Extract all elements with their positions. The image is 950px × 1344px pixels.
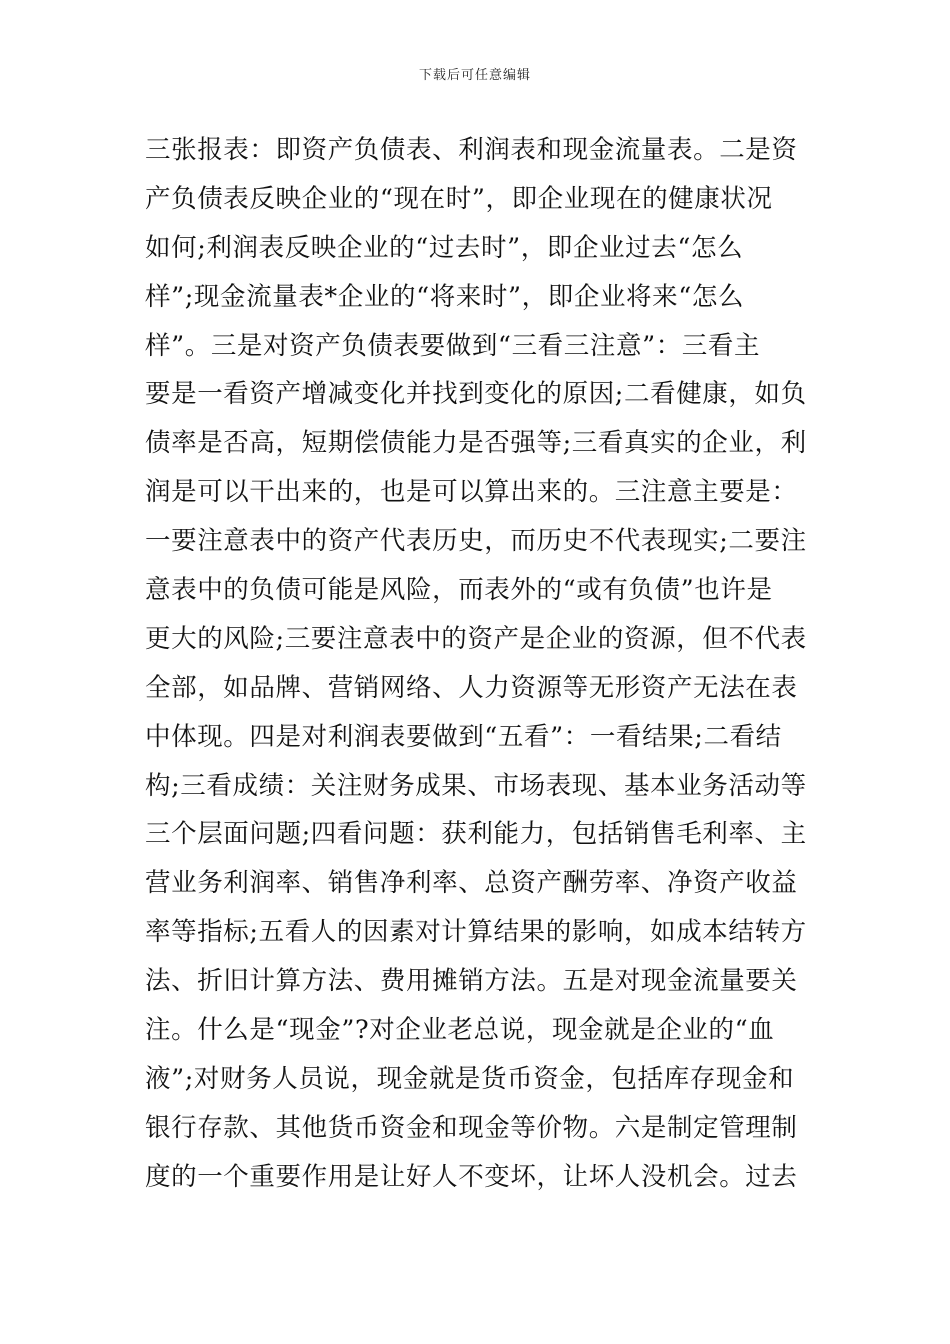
text-line: 率等指标;五看人的因素对计算结果的影响，如成本结转方 — [145, 917, 807, 948]
text-line: 全部，如品牌、营销网络、人力资源等无形资产无法在表 — [145, 672, 798, 703]
text-line: 样”;现金流量表*企业的“将来时”，即企业将来“怎么 — [145, 281, 745, 312]
text-line: 银行存款、其他货币资金和现金等价物。六是制定管理制 — [145, 1112, 798, 1143]
page-header: 下载后可任意编辑 — [418, 68, 531, 83]
text-line: 注。什么是“现金”?对企业老总说，现金就是企业的“血 — [145, 1015, 775, 1046]
text-line: 更大的风险;三要注意表中的资产是企业的资源，但不代表 — [145, 623, 807, 654]
text-line: 液”;对财务人员说，现金就是货币资金，包括库存现金和 — [145, 1063, 795, 1094]
body-text — [145, 126, 815, 1202]
text-line: 要是一看资产增减变化并找到变化的原因;二看健康，如负 — [145, 379, 807, 410]
text-line: 三张报表：即资产负债表、利润表和现金流量表。二是资 — [145, 135, 798, 165]
text-line: 度的一个重要作用是让好人不变坏，让坏人没机会。过去 — [145, 1161, 798, 1192]
text-line: 产负债表反映企业的“现在时”，即企业现在的健康状况 — [145, 183, 773, 214]
text-line: 营业务利润率、销售净利率、总资产酬劳率、净资产收益 — [145, 868, 798, 899]
text-line: 法、折旧计算方法、费用摊销方法。五是对现金流量要关 — [145, 966, 798, 997]
text-line: 润是可以干出来的，也是可以算出来的。三注意主要是： — [145, 477, 798, 508]
text-line: 债率是否高，短期偿债能力是否强等;三看真实的企业，利 — [145, 428, 807, 459]
text-line: 构;三看成绩：关注财务成果、市场表现、基本业务活动等 — [145, 770, 807, 801]
text-line: 意表中的负债可能是风险，而表外的“或有负债”也许是 — [145, 575, 773, 606]
text-line: 如何;利润表反映企业的“过去时”，即企业过去“怎么 — [145, 232, 744, 263]
text-line: 中体现。四是对利润表要做到“五看”：一看结果;二看结 — [145, 721, 782, 752]
text-line: 样”。三是对资产负债表要做到“三看三注意”：三看主 — [145, 330, 761, 361]
text-line: 一要注意表中的资产代表历史，而历史不代表现实;二要注 — [145, 526, 807, 557]
text-line: 三个层面问题;四看问题：获利能力，包括销售毛利率、主 — [145, 819, 807, 850]
